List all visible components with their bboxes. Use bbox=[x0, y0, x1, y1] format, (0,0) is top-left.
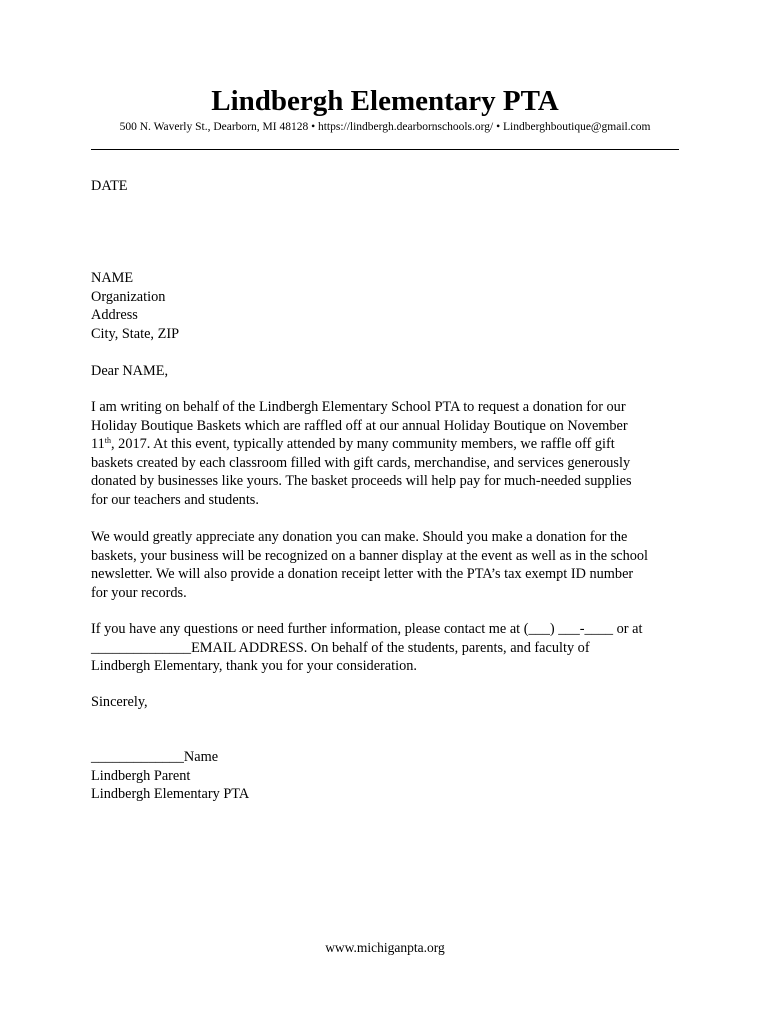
paragraph-line: If you have any questions or need further information, please contact me at (___) ___-____ or at bbox=[91, 621, 643, 637]
salutation-text: Dear NAME, bbox=[91, 363, 169, 379]
closing bbox=[91, 693, 683, 712]
body-paragraph-3 bbox=[91, 620, 683, 676]
recipient-address bbox=[91, 269, 683, 343]
recipient-address-line: Address bbox=[91, 307, 138, 323]
signature-name-line: _____________Name bbox=[91, 749, 219, 765]
signature-block bbox=[91, 748, 683, 804]
paragraph-line: I am writing on behalf of the Lindbergh Elementary School PTA to request a donation for our bbox=[91, 399, 626, 415]
paragraph-line: ______________EMAIL ADDRESS. On behalf of the students, parents, and faculty of bbox=[91, 639, 590, 656]
paragraph-line bbox=[91, 435, 683, 454]
paragraph-line: Lindbergh Elementary, thank you for your consideration. bbox=[91, 658, 417, 674]
closing-text: Sincerely, bbox=[91, 694, 148, 710]
event-details: , 2017. At this event, typically attended by many community members, we raffle off gift bbox=[111, 436, 615, 452]
event-day: 11 bbox=[91, 436, 105, 452]
footer-url: www.michiganpta.org bbox=[325, 940, 445, 955]
paragraph-line: for your records. bbox=[91, 584, 187, 601]
date-text: DATE bbox=[91, 178, 128, 194]
recipient-organization: Organization bbox=[91, 288, 166, 305]
body-paragraph-1 bbox=[91, 398, 683, 509]
recipient-city-state-zip: City, State, ZIP bbox=[91, 325, 180, 342]
salutation bbox=[91, 362, 683, 381]
letterhead-contact: 500 N. Waverly St., Dearborn, MI 48128 • https://lindbergh.dearbornschools.org/ • Lindberghboutique@gmail.com bbox=[119, 121, 651, 133]
letterhead-divider bbox=[91, 149, 679, 150]
paragraph-line: donated by businesses like yours. The basket proceeds will help pay for much-needed supplies bbox=[91, 473, 632, 489]
paragraph-line: baskets created by each classroom filled with gift cards, merchandise, and services generously bbox=[91, 454, 631, 471]
body-paragraph-2 bbox=[91, 528, 683, 602]
signature-organization: Lindbergh Elementary PTA bbox=[91, 786, 250, 802]
paragraph-line: newsletter. We will also provide a donation receipt letter with the PTA’s tax exempt ID number bbox=[91, 566, 634, 582]
date-line bbox=[91, 177, 683, 196]
paragraph-line: for our teachers and students. bbox=[91, 491, 259, 508]
paragraph-line: baskets, your business will be recognized on a banner display at the event as well as in the school bbox=[91, 547, 649, 564]
letterhead-title: Lindbergh Elementary PTA bbox=[211, 85, 559, 117]
signature-role: Lindbergh Parent bbox=[91, 767, 191, 784]
ordinal-suffix: th bbox=[104, 436, 112, 445]
paragraph-line: Holiday Boutique Baskets which are raffled off at our annual Holiday Boutique on November bbox=[91, 417, 628, 434]
recipient-name: NAME bbox=[91, 270, 134, 286]
paragraph-line: We would greatly appreciate any donation you can make. Should you make a donation for the bbox=[91, 529, 628, 545]
